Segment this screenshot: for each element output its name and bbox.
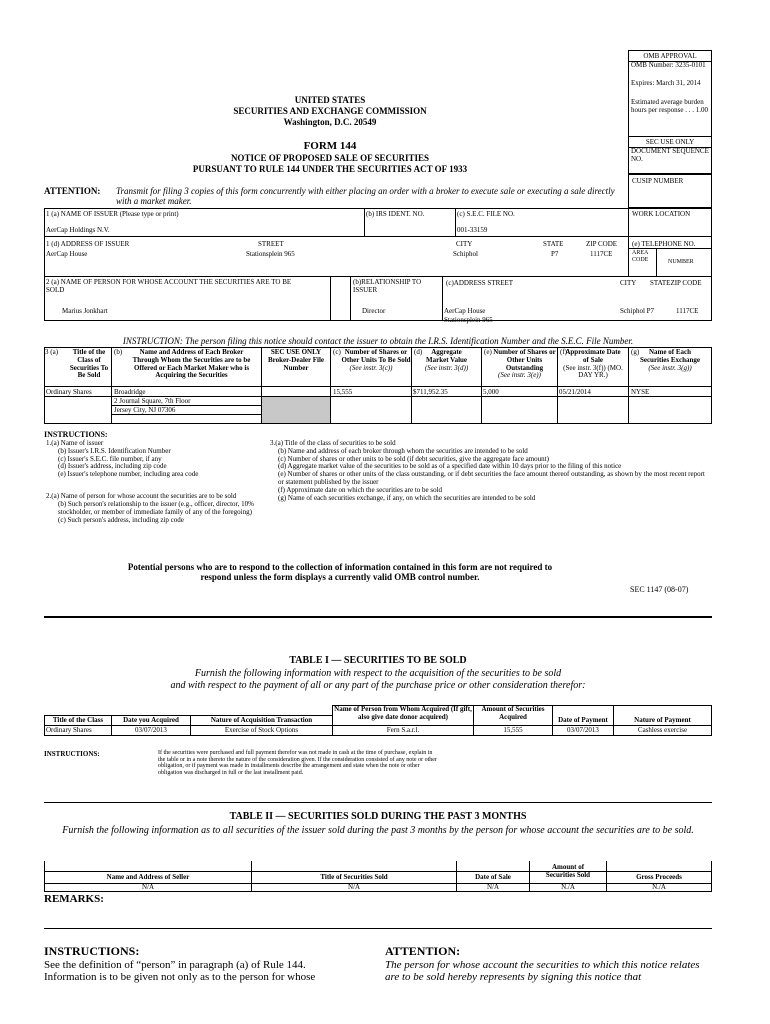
t2-header-date: Date of Sale [475,873,511,881]
t1-row-nature[interactable]: Exercise of Stock Options [224,726,299,734]
t1-row-from-whom[interactable]: Fern S.a.r.l. [386,726,420,734]
work-location-label: WORK LOCATION [632,210,691,218]
attention-label: ATTENTION: [44,186,101,196]
t2-header-title: Title of Securities Sold [320,873,388,881]
col-header-class: 3 (a) Title of the Class of Securities To Be Sold [45,348,109,380]
table2-subtitle: Furnish the following information as to all securities of the issuer sold during the past 3 months by the person for whose account the securities are to be sold. [62,825,694,836]
t2-header-seller: Name and Address of Seller [106,873,190,881]
issuer-name-label: 1 (a) NAME OF ISSUER (Please type or print) [46,210,179,218]
zip-label: ZIP CODE [586,240,618,248]
notice-subtitle: PURSUANT TO RULE 144 UNDER THE SECURITIES ACT OF 1933 [192,164,468,174]
row-value[interactable]: $711,952.35 [413,388,448,396]
table1-subtitle1: Furnish the following information with respect to the acquisition of the securities to be sold [194,668,562,679]
t1-header-from-whom: Name of Person from Whom Acquired (If gift, also give date donor acquired) [334,705,472,721]
issuer-state-value[interactable]: P7 [551,250,559,258]
t2-row-proceeds[interactable]: N./A [652,883,666,891]
omb-burden: Estimated average burden hours per response . . . 1.00 [631,98,708,114]
person-zip[interactable]: 1117CE [676,307,699,315]
row-broker-name[interactable]: Broadridge [114,388,146,396]
irs-label: (b) IRS IDENT. NO. [366,210,425,218]
t2-header-proceeds: Gross Proceeds [636,873,682,881]
issuer-street-value[interactable]: Stationsplein 965 [246,250,295,258]
row-broker-address2[interactable]: Jersey City, NJ 07306 [114,406,176,414]
t1-row-date[interactable]: 03/07/2013 [135,726,167,734]
sec-use-only-label: SEC USE ONLY [629,136,711,148]
omb-approval-title: OMB APPROVAL [629,51,711,62]
t2-row-seller[interactable]: N/A [141,883,155,891]
t1-header-nature: Nature of Acquisition Transaction [210,716,313,724]
issuer-city-value[interactable]: Schiphol [453,250,478,258]
row-class[interactable]: Ordinary Shares [46,388,92,396]
table2-title: TABLE II — SECURITIES SOLD DURING THE PAST 3 MONTHS [229,811,527,822]
person-address2[interactable]: Stationsplein 965 [444,316,493,324]
header-sec: SECURITIES AND EXCHANGE COMMISSION [233,106,427,116]
sec-use-only-cell [262,397,330,423]
form-title: FORM 144 [303,140,357,152]
col-header-broker: (b) Name and Address of Each Broker Through Whom the Securities are to be Offered or Each Market Maker who is Acquiring the Securities [114,348,251,380]
t2-row-amount[interactable]: N./A [561,883,575,891]
t1-row-payment-nature[interactable]: Cashless exercise [637,726,688,734]
state-label: STATE [543,240,564,248]
attention-text: Transmit for filing 3 copies of this form concurrently with either placing an order with a broker to execute sale or executing a sale directly with a market maker. [116,186,615,207]
cusip-label: CUSIP NUMBER [632,177,684,185]
street-label: STREET [258,240,284,248]
t1-header-class: Title of the Class [52,716,104,724]
table1-subtitle2: and with respect to the payment of all or any part of the purchase price or other consideration therefor: [170,680,586,691]
omb-expires: Expires: March 31, 2014 [631,79,701,87]
col-header-value: (d) Aggregate Market Value (See instr. 3(d)) [414,348,469,372]
person-name-value[interactable]: Marius Jonkhart [62,307,108,315]
col-header-outstanding: (e) Number of Shares or Other Units Outstanding (See instr. 3(e)) [484,348,556,380]
col-header-sec-use: SEC USE ONLY Broker-Dealer File Number [267,348,325,372]
t1-header-amount: Amount of Securities Acquired [481,705,545,721]
col-header-shares: (c) Number of Shares or Other Units To Be Sold (See instr. 3(c)) [333,348,411,372]
phone-number-label: NUMBER [668,259,694,265]
t1-row-amount[interactable]: 15,555 [503,726,523,734]
row-exchange[interactable]: NYSE [631,388,650,396]
footer-instructions-title: INSTRUCTIONS: [44,944,140,958]
table1-title: TABLE I — SECURITIES TO BE SOLD [289,655,467,666]
person-city-label: CITY [620,279,637,287]
t2-header-amount: Amount of Securities Sold [545,863,591,879]
header-washington: Washington, D.C. 20549 [283,117,377,127]
person-statezip-label: STATEZIP CODE [650,279,702,287]
row-date[interactable]: 05/21/2014 [559,388,591,396]
header-united-states: UNITED STATES [294,95,366,105]
t1-instructions-label: INSTRUCTIONS: [44,750,100,758]
document-sequence-label: DOCUMENT SEQUENCE NO. [631,147,709,163]
person-address1[interactable]: AerCap House [444,307,486,315]
person-address-label: (c)ADDRESS STREET [446,279,514,287]
instructions-left: 1.(a) Name of issuer (b) Issuer's I.R.S. Identification Number (c) Issuer's S.E.C. file number, if any (d) Issuer's address, including zip code (e) Issuer's telephone number, including area code 2.(a) Name of person for whose account the securities are to be sold (b) Such person's relationship to the issuer (e.g., officer, director, 10% stockholder, or member of immediate family of any of the foregoing) (c) Such person's address, including zip code [46,439,254,524]
t1-row-payment-date[interactable]: 03/07/2013 [567,726,599,734]
relationship-label: (b)RELATIONSHIP TO ISSUER [353,278,422,294]
person-city-state[interactable]: Schiphol P7 [620,307,655,315]
t1-instructions-text: If the securities were purchased and full payment therefor was not made in cash at the time of purchase, explain in the table or in a note thereto the nature of the consideration given. If the consideration consisted of any note or other obligation, or if payment was made in installments describe the arrangement and state when the note or other obligation was discharged in full or the last installment paid. [158,750,437,777]
row-shares[interactable]: 15,555 [333,388,353,396]
person-name-label: 2 (a) NAME OF PERSON FOR WHOSE ACCOUNT THE SECURITIES ARE TO BE SOLD [46,278,292,294]
t1-header-payment-date: Date of Payment [558,716,608,724]
telephone-label: (e) TELEPHONE NO. [632,240,696,248]
row-outstanding[interactable]: 5,000 [483,388,499,396]
col-header-exchange: (g) Name of Each Securities Exchange (See instr. 3(g)) [631,348,701,372]
issuer-zip-value[interactable]: 1117CE [590,250,613,258]
footer-instructions-text: See the definition of “person” in paragraph (a) of Rule 144. Information is to be given not only as to the person for whose [44,959,316,984]
city-label: CITY [456,240,473,248]
col-header-date: (f) Approximate Date of Sale (See instr. 3(f)) (MO. DAY YR.) [560,348,623,380]
t1-header-payment-nature: Nature of Payment [634,716,691,724]
footer-attention-title: ATTENTION: [385,944,461,958]
omb-control-notice: Potential persons who are to respond to the collection of information contained in this form are not required to respond unless the form displays a currently valid OMB control number. [127,562,553,583]
issuer-address-label: 1 (d) ADDRESS OF ISSUER [46,240,130,248]
notice-title: NOTICE OF PROPOSED SALE OF SECURITIES [230,153,430,163]
instructions-title: INSTRUCTIONS: [44,430,108,439]
sec-file-label: (c) S.E.C. FILE NO. [457,210,515,218]
remarks-label: REMARKS: [44,893,104,905]
row-broker-address1[interactable]: 2 Journal Square, 7th Floor [114,397,191,405]
sec-form-code: SEC 1147 (08-07) [630,585,689,594]
area-code-label: AREA CODE [632,250,649,263]
relationship-value[interactable]: Director [362,307,386,315]
t1-row-class[interactable]: Ordinary Shares [46,726,92,734]
instructions-right: 3.(a) Title of the class of securities to be sold (b) Name and address of each broker through whom the securities are intended to be sold (c) Number of shares or other units to be sold (if debt securities, give the aggregate face amount) (d) Aggregate market value of the securities to be sold as of a specified date within 10 days prior to the filing of this notice (e) Number of shares or other units of the class outstanding, or if debt securities the face amount thereof outstanding, as shown by the most recent report or statement published by the issuer (f) Approximate date on which the securities are to be sold (g) Name of each securities exchange, if any, on which the securities are intended to be sold [270,439,705,502]
t1-header-date: Date you Acquired [123,716,179,724]
sec-file-value[interactable]: 001-33159 [457,226,488,234]
t2-row-title[interactable]: N/A [347,883,361,891]
omb-number: OMB Number: 3235-0101 [631,61,706,69]
t2-row-date[interactable]: N/A [486,883,500,891]
footer-attention-text: The person for whose account the securities to which this notice relates are to be sold hereby represents by signing this notice that [385,959,700,984]
issuer-name-value[interactable]: AerCap Holdings N.V. [46,226,110,234]
instruction-line: INSTRUCTION: The person filing this notice should contact the issuer to obtain the I.R.S. Identification Number and the S.E.C. File Number. [122,336,634,346]
issuer-address-value[interactable]: AerCap House [46,250,88,258]
